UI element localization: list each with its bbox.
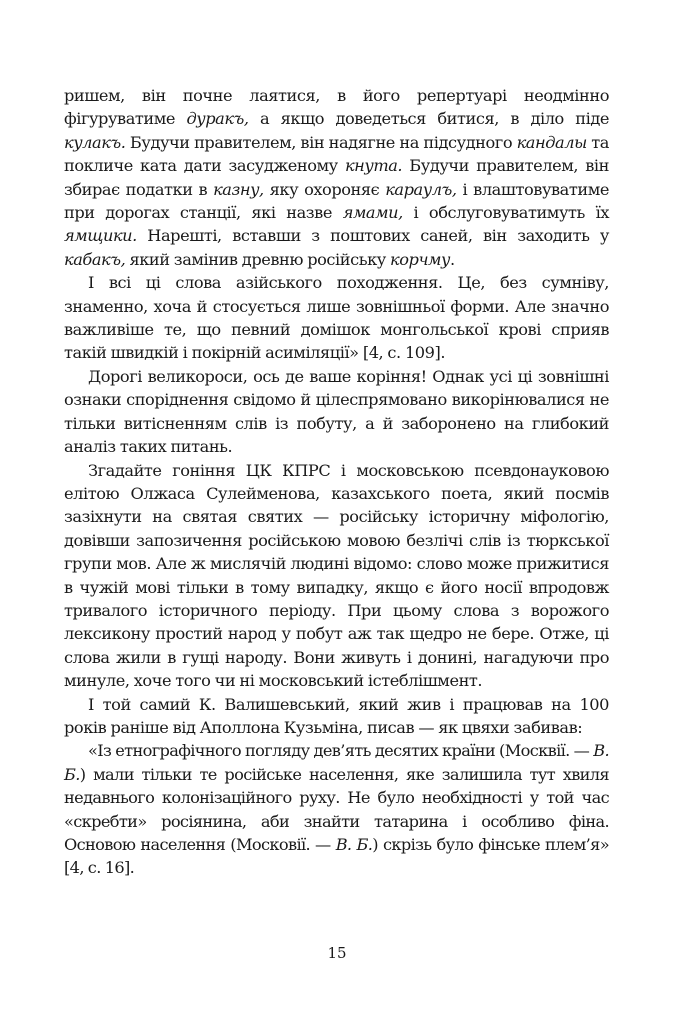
text-run: Згадайте гоніння ЦК КПРС і московською псевдонауковою елітою Олжаса Сулейменова, казахського поета, який посмів зазіхнути на святая святих — російську історичну міфологію, довівши запозичення російською мовою безлічі слів із тюркської групи мов. Але ж мислячій людині відомо: слово може прижитися в чужій мові тільки в тому випадку, якщо є його носії впродовж тривалого історичного періоду. При цьому слова з ворожого лексикону простий народ у побут аж так щедро не бере. Отже, ці слова жили в гущі народу. Вони живуть і донині, нагадуючи про минуле, хоче того чи ні московський істеблішмент. — [64, 460, 609, 691]
text-run: ) скрізь було фінське плем’я» [4, с. 16]. — [64, 835, 609, 878]
italic-term: В. Б. — [335, 835, 373, 854]
paragraph — [64, 271, 609, 365]
text-run: і обслуговуватимуть їх — [402, 203, 609, 223]
text-run: «Із етнографічного погляду дев’ять десятих країни (Москвії. — — [88, 741, 594, 761]
paragraph — [64, 84, 609, 271]
text-run: Нарешті, вставши з поштових саней, він заходить у — [136, 226, 609, 246]
paragraph — [64, 739, 609, 879]
paragraph — [64, 365, 609, 459]
text-run: та покличе ката дати засудженому — [64, 132, 609, 176]
italic-term: кнута. — [344, 156, 403, 176]
text-run: І всі ці слова азійського походження. Це, без сумніву, знаменно, хоча й стосується лише зовнішньої форми. Але значно важливіше те, що певний домішок монгольської крові сприяв такій швидкій і покірній асиміляції» [4, с. 109]. — [64, 273, 609, 363]
paragraph — [64, 693, 609, 740]
italic-term: ямами, — [342, 203, 403, 223]
text-run: Дорогі великороси, ось де ваше коріння! Однак усі ці зовнішні ознаки споріднення свідомо й цілеспрямовано викорінювалися не тільки витісненням слів із побуту, а й заборонено на глибокий аналіз таких питань. — [64, 366, 609, 457]
italic-term: кабакъ, — [64, 249, 126, 269]
paragraph — [64, 459, 609, 693]
text-run: Будучи правителем, він збирає податки в — [64, 156, 609, 199]
text-run: Будучи правителем, він надягне на підсудного — [125, 132, 517, 152]
italic-term: казну, — [213, 179, 264, 199]
italic-term: караулъ, — [385, 179, 457, 199]
italic-term: ямщики. — [64, 226, 137, 246]
page-body-text — [64, 84, 609, 880]
text-run: а якщо доведеться битися, в діло піде — [248, 109, 609, 129]
text-run: ) мали тільки те російське населення, яке залишила тут хвиля недавнього колонізаційного руху. Не було необхідності у той час «скребти» росіянина, аби знайти татарина і особливо фіна. Основою населення (Московії. — — [64, 764, 609, 854]
page-number: 15 — [327, 944, 347, 962]
italic-term: В. Б. — [64, 741, 609, 784]
text-run: І той самий К. Валишевський, який жив і працював на 100 років раніше від Аполлона Кузьміна, писав — як цвяхи забивав: — [64, 694, 609, 737]
text-run: і влаштовуватиме при дорогах станції, які назве — [64, 179, 609, 223]
text-run: який замінив древню російську — [125, 249, 391, 269]
text-run: яку охороняє — [263, 179, 386, 199]
text-run: ришем, він почне лаятися, в його репертуарі неодмінно фігуруватиме — [64, 86, 609, 129]
italic-term: дуракъ, — [186, 109, 249, 129]
italic-term: кулакъ. — [64, 132, 126, 152]
text-run: . — [449, 249, 455, 269]
italic-term: корчму — [390, 249, 450, 269]
italic-term: кандалы — [516, 132, 587, 152]
